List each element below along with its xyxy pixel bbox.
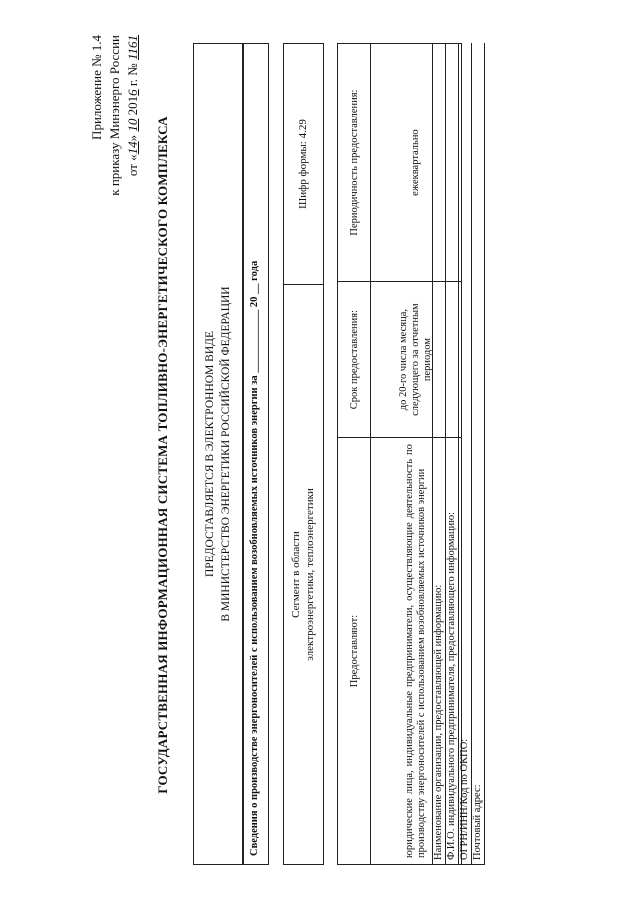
order-number: 1161 <box>125 35 140 61</box>
info-row-organization: Наименование организации, предоставляющей информацию: <box>432 43 446 865</box>
periodicity-cell: ежеквартально <box>371 44 462 282</box>
providers-cell: юридические лица, индивидуальные предприниматели, осуществляющие деятельность по производству энергоносителей с использованием возобновляемых источников энергии <box>371 438 462 865</box>
header-providers: Предоставляют: <box>338 438 371 865</box>
submission-notice <box>193 43 243 865</box>
date-sep-2: 201 <box>125 95 140 119</box>
notice-line-2: В МИНИСТЕРСТВО ЭНЕРГЕТИКИ РОССИЙСКОЙ ФЕДЕРАЦИИ <box>220 286 232 622</box>
deadline-cell: до 20-го числа месяца, следующего за отчетным периодом <box>371 282 462 438</box>
report-title: Сведения о производстве энергоносителей с использованием возобновляемых источников энергии за ____________ 20 __ года <box>243 43 269 865</box>
order-year-digit: 6 <box>125 89 140 96</box>
document-title: ГОСУДАРСТВЕННАЯ ИНФОРМАЦИОННАЯ СИСТЕМА ТОПЛИВНО-ЭНЕРГЕТИЧЕСКОГО КОМПЛЕКСА <box>155 116 170 794</box>
header-periodicity: Периодичность предоставления: <box>338 44 371 282</box>
info-row-ogrn: ОГРН/ИНН/Код по ОКПО: <box>459 43 472 865</box>
segment-label-line-2: электроэнергетики, теплоэнергетики <box>304 488 316 661</box>
form-code: Шифр формы: 4.29 <box>297 119 309 209</box>
info-row-address: Почтовый адрес: <box>472 43 485 865</box>
info-row-entrepreneur: Ф.И.О. индивидуального предпринимателя, предоставляющего информацию: <box>446 43 459 865</box>
info-rows <box>432 43 485 865</box>
date-sep-3: г. № <box>125 60 140 90</box>
appendix-block <box>88 35 142 205</box>
appendix-line-3 <box>124 35 142 205</box>
segment-box <box>283 43 324 865</box>
appendix-line-1: Приложение № 1.4 <box>89 35 104 140</box>
segment-label-line-1: Сегмент в области <box>290 531 302 618</box>
notice-line-1: ПРЕДОСТАВЛЯЕТСЯ В ЭЛЕКТРОННОМ ВИДЕ <box>204 330 216 578</box>
order-month: 10 <box>125 118 140 132</box>
order-day: 14 <box>125 141 140 155</box>
date-sep-1: » <box>125 131 140 142</box>
table-header-row <box>338 44 371 865</box>
appendix-line-2: к приказу Минэнерго России <box>107 35 122 196</box>
header-deadline: Срок предоставления: <box>338 282 371 438</box>
segment-label <box>284 284 323 864</box>
date-prefix: от « <box>125 154 140 177</box>
